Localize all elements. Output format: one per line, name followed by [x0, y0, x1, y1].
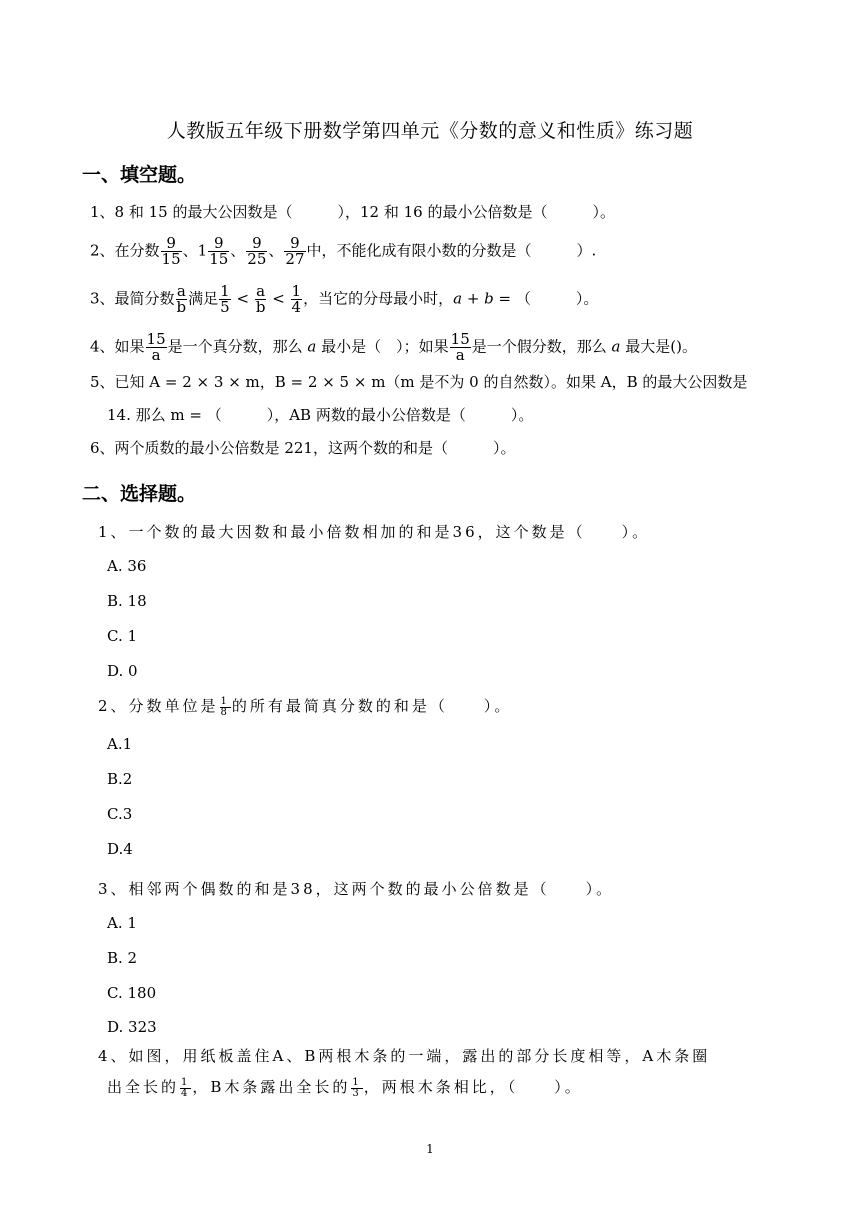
q4-text-post: 最大是()。: [620, 337, 697, 356]
option: A.1: [107, 735, 133, 753]
q2-sep: 、: [230, 241, 246, 260]
q4-text: 是一个真分数，那么: [167, 337, 308, 356]
q2-sep: 、1: [182, 241, 208, 260]
fraction: $\frac{15}{a}$: [146, 330, 166, 364]
page-number: 1: [426, 1142, 434, 1156]
question-2-4-line2: [107, 1077, 583, 1099]
fraction: $\frac{1}{8}$: [220, 695, 230, 718]
section-heading-fill-blank: 一、填空题。: [82, 164, 197, 186]
question-1-4: [90, 332, 697, 363]
fraction: $\frac{15}{a}$: [450, 330, 470, 364]
q3-expr: a + b: [453, 289, 494, 308]
fraction: $\frac{9}{25}$: [247, 234, 267, 268]
q3-text: 满足: [188, 289, 219, 308]
option: D.4: [107, 840, 133, 858]
q2-2-text-post: 的所有最简真分数的和是（ ）。: [231, 697, 513, 715]
fraction: $\frac{1}{4}$: [181, 1076, 191, 1099]
q3-text: ，当它的分母最小时，: [303, 289, 454, 308]
option: A. 36: [107, 557, 147, 575]
question-1-2: [90, 236, 596, 267]
q3-text-pre: 3、最简分数: [90, 289, 175, 308]
q2-4-text-pre: 出全长的: [107, 1078, 180, 1096]
page-title: 人教版五年级下册数学第四单元《分数的意义和性质》练习题: [166, 120, 694, 142]
q2-4-text-post: ，两根木条相比，（ ）。: [363, 1078, 583, 1096]
q2-text-pre: 2、在分数: [90, 241, 160, 260]
question-1-5-line1: 5、已知 A = 2 × 3 × m，B = 2 × 5 × m（m 是不为 0 的自然数）。如果 A，B 的最大公因数是: [90, 373, 748, 391]
q3-text-post: = （ ）。: [493, 289, 599, 308]
fraction: $\frac{1}{4}$: [291, 282, 302, 316]
question-2-1: 1、一个数的最大因数和最小倍数相加的和是36，这个数是（ ）。: [98, 523, 651, 541]
fraction: $\frac{a}{b}$: [255, 282, 266, 316]
option: D. 323: [107, 1018, 157, 1036]
q3-lt: <: [267, 289, 290, 308]
option: D. 0: [107, 662, 138, 680]
question-2-2: [98, 696, 512, 718]
fraction: $\frac{9}{27}$: [285, 234, 305, 268]
q2-sep: 、: [268, 241, 284, 260]
option: C.3: [107, 805, 133, 823]
q2-2-text-pre: 2、分数单位是: [98, 697, 219, 715]
q2-4-text: ，B木条露出全长的: [192, 1078, 351, 1096]
section-heading-multiple-choice: 二、选择题。: [82, 483, 197, 505]
q3-lt: <: [231, 289, 254, 308]
option: B.2: [107, 770, 133, 788]
option: B. 18: [107, 592, 147, 610]
q4-text: 是一个假分数，那么: [471, 337, 612, 356]
question-1-1: 1、8 和 15 的最大公因数是（ ），12 和 16 的最小公倍数是（ ）。: [90, 203, 615, 221]
q4-var: a: [611, 337, 621, 356]
question-2-3: 3、相邻两个偶数的和是38，这两个数的最小公倍数是（ ）。: [98, 880, 615, 898]
fraction: $\frac{1}{5}$: [220, 282, 230, 316]
question-1-6: 6、两个质数的最小公倍数是 221，这两个数的和是（ ）。: [90, 439, 516, 457]
q4-var: a: [307, 337, 317, 356]
option: B. 2: [107, 949, 138, 967]
option: A. 1: [107, 914, 137, 932]
fraction: $\frac{a}{b}$: [176, 282, 187, 316]
q4-text-pre: 4、如果: [90, 337, 145, 356]
q2-text-post: 中，不能化成有限小数的分数是（ ）.: [306, 241, 597, 260]
q4-text: 最小是（ ）；如果: [316, 337, 449, 356]
option: C. 180: [107, 984, 157, 1002]
fraction: $\frac{1}{3}$: [352, 1076, 362, 1099]
question-1-3: [90, 284, 598, 315]
option: C. 1: [107, 627, 138, 645]
question-1-5-line2: 14. 那么 m = （ ），AB 两数的最小公倍数是（ ）。: [107, 406, 534, 424]
fraction: $\frac{9}{15}$: [209, 234, 229, 268]
fraction: $\frac{9}{15}$: [161, 234, 181, 268]
question-2-4-line1: 4、如图，用纸板盖住A、B两根木条的一端，露出的部分长度相等，A木条圈: [98, 1047, 711, 1065]
